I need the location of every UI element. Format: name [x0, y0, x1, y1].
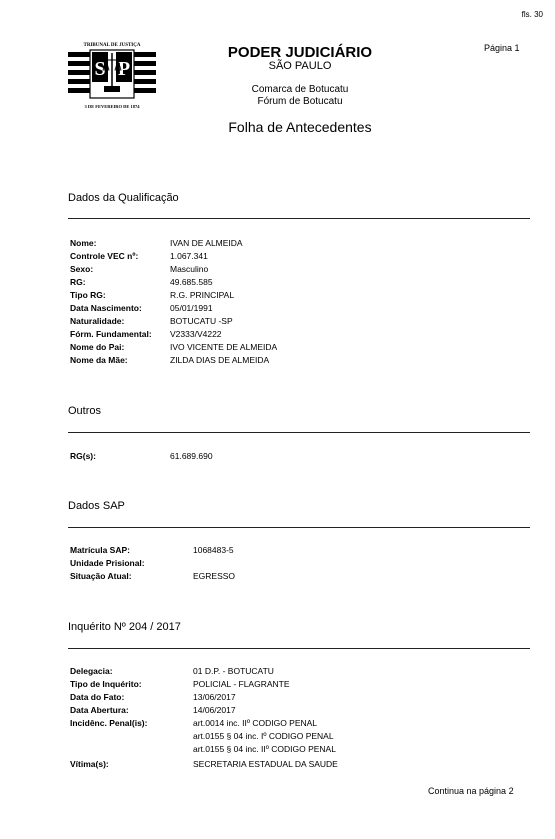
field-label: Unidade Prisional: [70, 558, 145, 568]
field-label: RG: [70, 277, 86, 287]
logo-letter-p: P [117, 58, 131, 80]
field-value: 49.685.585 [170, 277, 213, 287]
header-forum: Fórum de Botucatu [257, 96, 343, 107]
field-label: Data Abertura: [70, 705, 129, 715]
field-value: 01 D.P. - BOTUCATU [193, 666, 274, 676]
field-value: Masculino [170, 264, 209, 274]
field-label: Data Nascimento: [70, 303, 142, 313]
tribunal-seal-logo [68, 40, 156, 112]
field-value: BOTUCATU -SP [170, 316, 233, 326]
field-value: POLICIAL - FLAGRANTE [193, 679, 290, 689]
field-value: IVO VICENTE DE ALMEIDA [170, 342, 278, 352]
field-label: Fórm. Fundamental: [70, 329, 152, 339]
field-value: R.G. PRINCIPAL [170, 290, 235, 300]
field-value: art.0155 § 04 inc. IIº CODIGO PENAL [193, 744, 336, 754]
field-label: Incidênc. Penal(is): [70, 718, 148, 728]
field-value: EGRESSO [193, 571, 236, 581]
section-heading-sap: Dados SAP [68, 500, 125, 512]
section-heading-outros: Outros [68, 405, 102, 417]
section-heading-inquerito: Inquérito Nº 204 / 2017 [68, 621, 181, 633]
field-value: 1068483-5 [193, 545, 234, 555]
field-label: Data do Fato: [70, 692, 125, 702]
field-label: Nome da Mãe: [70, 355, 128, 365]
section-divider [68, 218, 530, 219]
header-title: PODER JUDICIÁRIO [227, 44, 373, 61]
field-value: 61.689.690 [170, 451, 213, 461]
field-label: Delegacia: [70, 666, 113, 676]
document-title: Folha de Antecedentes [228, 119, 372, 135]
page-mark: fls. 30 [521, 10, 543, 19]
field-label: Naturalidade: [70, 316, 125, 326]
header-comarca: Comarca de Botucatu [251, 84, 349, 95]
section-divider [68, 648, 530, 649]
page-number: Página 1 [484, 43, 520, 53]
header-state: SÃO PAULO [268, 60, 332, 72]
field-value: IVAN DE ALMEIDA [170, 238, 243, 248]
field-value: V2333/V4222 [170, 329, 222, 339]
field-label: Controle VEC nº: [70, 251, 139, 261]
field-value: SECRETARIA ESTADUAL DA SAUDE [193, 759, 338, 769]
field-label: Tipo de Inquérito: [70, 679, 142, 689]
logo-top-text: TRIBUNAL DE JUSTIÇA [83, 43, 141, 48]
field-value: 13/06/2017 [193, 692, 236, 702]
field-value: 1.067.341 [170, 251, 208, 261]
field-label: Situação Atual: [70, 571, 132, 581]
field-label: Nome do Pai: [70, 342, 125, 352]
field-label: Matrícula SAP: [70, 545, 130, 555]
section-divider [68, 527, 530, 528]
field-value: ZILDA DIAS DE ALMEIDA [170, 355, 270, 365]
logo-letter-s: S [94, 58, 106, 80]
field-label: Sexo: [70, 264, 94, 274]
field-value: 05/01/1991 [170, 303, 213, 313]
logo-bottom-text: 3 DE FEVEREIRO DE 1874 [84, 104, 140, 109]
field-label: Vítima(s): [70, 759, 109, 769]
field-value: art.0155 § 04 inc. Iº CODIGO PENAL [193, 731, 334, 741]
field-label: RG(s): [70, 451, 96, 461]
continue-note: Continua na página 2 [428, 786, 514, 796]
field-value: art.0014 inc. IIº CODIGO PENAL [193, 718, 318, 728]
field-label: Nome: [70, 238, 97, 248]
section-heading-qualificacao: Dados da Qualificação [68, 192, 179, 204]
field-label: Tipo RG: [70, 290, 106, 300]
section-divider [68, 432, 530, 433]
field-value: 14/06/2017 [193, 705, 236, 715]
